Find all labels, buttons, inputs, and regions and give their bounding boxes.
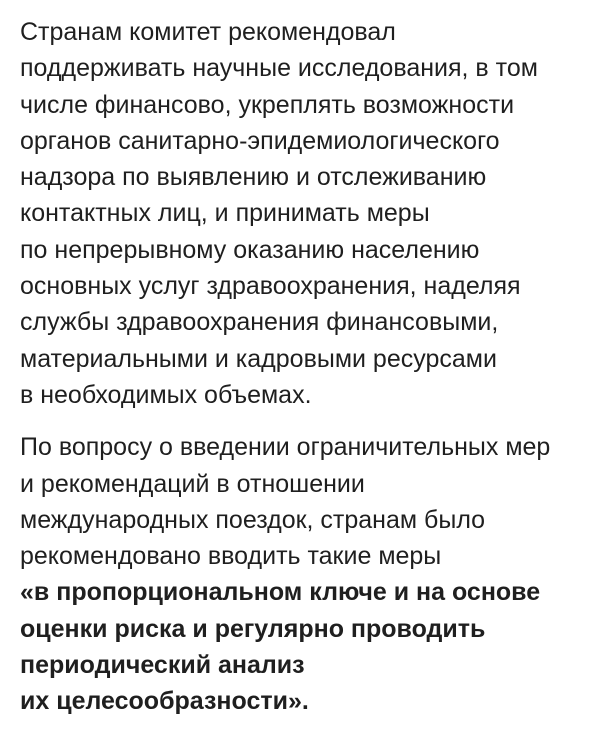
text-line: Странам комитет рекомендовал [20, 18, 396, 46]
quote-line: их целесообразности». [20, 687, 309, 716]
text-line: в необходимых объемах. [20, 380, 312, 409]
quote-line: оценки риска и регулярно проводить [20, 614, 486, 643]
text-line: По вопросу о введении ограничительных мер [20, 433, 551, 462]
text-line: по непрерывному оказанию населению [20, 235, 480, 264]
text-line: числе финансово, укреплять возможности [20, 90, 515, 119]
paragraph-recommendations [20, 14, 610, 413]
text-line: международных поездок, странам было [20, 505, 486, 534]
text-line: рекомендовано вводить такие меры [20, 542, 442, 571]
text-line: органов санитарно-эпидемиологического [20, 126, 500, 155]
quote-line: «в пропорциональном ключе и на основе [20, 578, 541, 607]
text-line: поддерживать научные исследования, в том [20, 54, 538, 83]
text-line: материальными и кадровыми ресурсами [20, 344, 497, 373]
quote-line: периодический анализ [20, 651, 305, 680]
paragraph-travel-measures [20, 429, 610, 719]
text-line: службы здравоохранения финансовыми, [20, 308, 499, 337]
article-text [20, 14, 610, 720]
text-line: надзора по выявлению и отслеживанию [20, 163, 487, 192]
text-line: и рекомендаций в отношении [20, 469, 365, 498]
text-line: контактных лиц, и принимать меры [20, 199, 430, 228]
text-line: основных услуг здравоохранения, наделяя [20, 272, 521, 301]
